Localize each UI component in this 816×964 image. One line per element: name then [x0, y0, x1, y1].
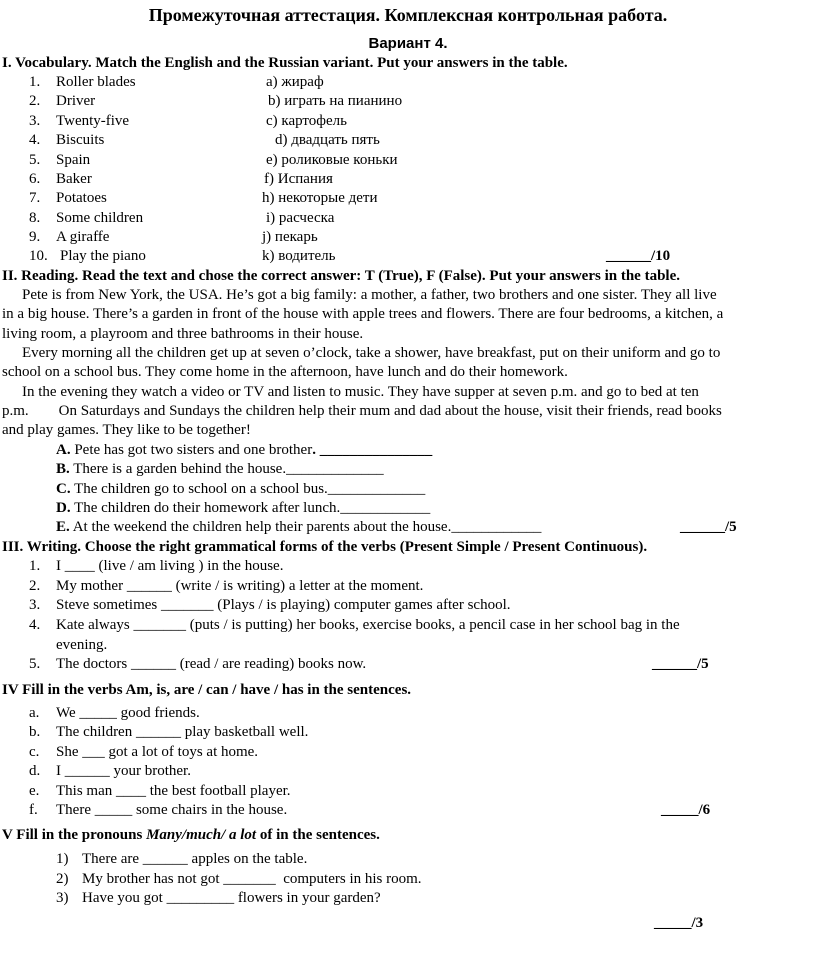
- variant-label: Вариант 4.: [368, 35, 448, 52]
- statement-letter: E.: [56, 519, 70, 535]
- reading-text-line: living room, a playroom and three bathrooms in their house.: [2, 326, 364, 342]
- pronoun-item: My brother has not got _______ computers in his room.: [82, 871, 422, 887]
- reading-text-line: Every morning all the children get up at seven o’clock, take a shower, have breakfast, put on their uniform and go to: [22, 345, 721, 361]
- section-5-heading: [2, 826, 380, 845]
- pronoun-item: Have you got _________ flowers in your garden?: [82, 890, 381, 906]
- writing-item: I ____ (live / am living ) in the house.: [56, 558, 284, 574]
- statement-text: Pete has got two sisters and one brother: [70, 442, 313, 458]
- statement-letter: C.: [56, 481, 71, 497]
- section-5-heading-end: of in the sentences.: [256, 827, 380, 843]
- section-4-heading: IV Fill in the verbs Am, is, are / can / have / has in the sentences.: [2, 682, 412, 698]
- fill-verbs-letter: f.: [29, 802, 38, 818]
- statement-e: [56, 518, 541, 537]
- section-5-heading-start: V Fill in the pronouns: [2, 827, 147, 843]
- statement-text: At the weekend the children help their parents about the house.____________: [69, 519, 542, 535]
- writing-num: 4.: [29, 617, 41, 633]
- fill-verbs-letter: a.: [29, 705, 40, 721]
- statement-text: There is a garden behind the house._____________: [69, 461, 384, 477]
- reading-text-line: in a big house. There’s a garden in front of the house with apple trees and flowers. There are four bedrooms, a kitchen, a: [2, 306, 724, 322]
- vocab-russian: b) играть на пианино: [268, 93, 403, 109]
- fill-verbs-item: I ______ your brother.: [56, 763, 191, 779]
- vocab-english: Some children: [56, 210, 144, 226]
- statement-letter: A.: [56, 442, 71, 458]
- section-2-score: ______/5: [680, 519, 737, 535]
- vocab-num: 5.: [29, 152, 41, 168]
- vocab-russian: i) расческа: [266, 210, 335, 226]
- vocab-english: Driver: [56, 93, 96, 109]
- vocab-num: 4.: [29, 132, 41, 148]
- vocab-num: 7.: [29, 190, 41, 206]
- fill-verbs-letter: c.: [29, 744, 40, 760]
- vocab-english: Biscuits: [56, 132, 105, 148]
- vocab-english: Roller blades: [56, 74, 136, 90]
- page-title: Промежуточная аттестация. Комплексная контрольная работа.: [148, 5, 668, 25]
- pronoun-num: 2): [56, 871, 69, 887]
- vocab-russian: d) двадцать пять: [275, 132, 380, 148]
- vocab-english: A giraffe: [56, 229, 110, 245]
- fill-verbs-letter: b.: [29, 724, 41, 740]
- section-5-heading-pronouns: Many/much/ a lot: [146, 827, 257, 843]
- writing-num: 5.: [29, 656, 41, 672]
- statement-a: [56, 441, 432, 460]
- writing-item-continuation: evening.: [56, 637, 108, 653]
- statement-text: The children do their homework after lunch.____________: [70, 500, 431, 516]
- statement-c: [56, 480, 425, 499]
- vocab-english: Play the piano: [60, 248, 146, 264]
- vocab-num: 3.: [29, 113, 41, 129]
- vocab-num: 9.: [29, 229, 41, 245]
- reading-text-line: school on a school bus. They come home in the afternoon, have lunch and do their homework.: [2, 364, 568, 380]
- vocab-english: Spain: [56, 152, 91, 168]
- fill-verbs-item: The children ______ play basketball well.: [56, 724, 309, 740]
- section-1-heading: I. Vocabulary. Match the English and the Russian variant. Put your answers in the table.: [2, 55, 568, 71]
- vocab-num: 8.: [29, 210, 41, 226]
- fill-verbs-letter: e.: [29, 783, 40, 799]
- vocab-num: 1.: [29, 74, 41, 90]
- statement-letter: D.: [56, 500, 71, 516]
- writing-num: 1.: [29, 558, 41, 574]
- section-3-heading: III. Writing. Choose the right grammatical forms of the verbs (Present Simple / Present Continuous).: [2, 539, 648, 555]
- writing-item: The doctors ______ (read / are reading) books now.: [56, 656, 367, 672]
- vocab-num: 6.: [29, 171, 41, 187]
- fill-verbs-item: We _____ good friends.: [56, 705, 200, 721]
- pronoun-num: 1): [56, 851, 69, 867]
- pronoun-item: There are ______ apples on the table.: [82, 851, 308, 867]
- reading-text-line: p.m. On Saturdays and Sundays the children help their mum and dad about the house, visit their friends, read books: [2, 403, 722, 419]
- vocab-num: 2.: [29, 93, 41, 109]
- vocab-english: Baker: [56, 171, 92, 187]
- writing-item: Kate always _______ (puts / is putting) her books, exercise books, a pencil case in her school bag in the: [56, 617, 680, 633]
- vocab-english: Potatoes: [56, 190, 107, 206]
- section-2-heading: II. Reading. Read the text and chose the correct answer: T (True), F (False). Put your answers in the table.: [2, 268, 680, 284]
- vocab-russian: e) роликовые коньки: [266, 152, 398, 168]
- reading-text-line: In the evening they watch a video or TV and listen to music. They have supper at seven p.m. and go to bed at ten: [22, 384, 699, 400]
- vocab-num: 10.: [29, 248, 48, 264]
- section-5-score: _____/3: [654, 915, 704, 931]
- statement-b: [56, 460, 384, 479]
- fill-verbs-item: She ___ got a lot of toys at home.: [56, 744, 259, 760]
- vocab-russian: j) пекарь: [262, 229, 318, 245]
- statement-blank: . _______________: [312, 442, 433, 458]
- writing-num: 3.: [29, 597, 41, 613]
- vocab-english: Twenty-five: [56, 113, 130, 129]
- vocab-russian: k) водитель: [262, 248, 336, 264]
- section-1-score: ______/10: [606, 248, 671, 264]
- pronoun-num: 3): [56, 890, 69, 906]
- writing-num: 2.: [29, 578, 41, 594]
- reading-text-line: Pete is from New York, the USA. He’s got a big family: a mother, a father, two brothers and one sister. They all live: [22, 287, 717, 303]
- statement-d: [56, 499, 430, 518]
- fill-verbs-letter: d.: [29, 763, 41, 779]
- fill-verbs-item: There _____ some chairs in the house.: [56, 802, 288, 818]
- section-4-score: _____/6: [661, 802, 711, 818]
- statement-text: The children go to school on a school bus._____________: [70, 481, 426, 497]
- vocab-russian: a) жираф: [266, 74, 324, 90]
- vocab-russian: h) некоторые дети: [262, 190, 378, 206]
- vocab-russian: f) Испания: [264, 171, 333, 187]
- writing-item: My mother ______ (write / is writing) a letter at the moment.: [56, 578, 424, 594]
- reading-text-line: and play games. They like to be together!: [2, 422, 251, 438]
- statement-letter: B.: [56, 461, 70, 477]
- fill-verbs-item: This man ____ the best football player.: [56, 783, 291, 799]
- vocab-russian: c) картофель: [266, 113, 347, 129]
- section-3-score: ______/5: [652, 656, 709, 672]
- writing-item: Steve sometimes _______ (Plays / is playing) computer games after school.: [56, 597, 511, 613]
